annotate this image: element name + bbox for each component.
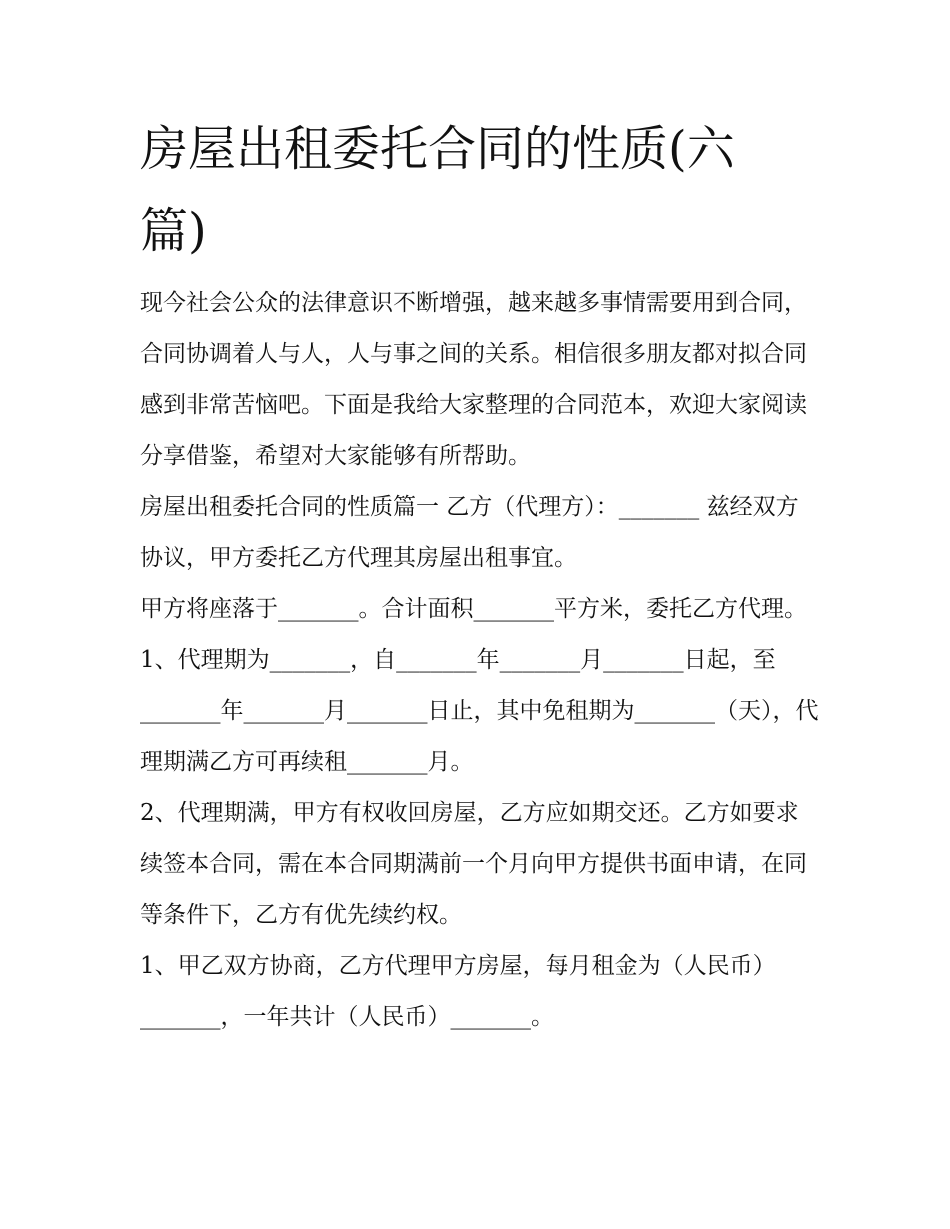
agency-period-clause: 1、代理期为_______，自_______年_______月_______日起，至_______年_______月_______日止，其中免租期为_______（天），代理期满乙方可再续租_______月。 <box>140 647 819 775</box>
rent-amount-clause: 1、甲乙双方协商，乙方代理甲方房屋，每月租金为（人民币）_______，一年共计（人民币）_______。 <box>140 953 776 1030</box>
contract-opening-paragraph: 房屋出租委托合同的性质篇一 乙方（代理方）：_______ 兹经双方协议，甲方委托乙方代理其房屋出租事宜。 <box>140 494 799 571</box>
document-body <box>140 278 820 1043</box>
title-line-1: 房屋出租委托合同的性质(六 <box>140 121 735 177</box>
agency-expiry-clause: 2、代理期满，甲方有权收回房屋，乙方应如期交还。乙方如要求续签本合同，需在本合同期满前一个月向甲方提供书面申请，在同等条件下，乙方有优先续约权。 <box>140 800 807 928</box>
intro-paragraph: 现今社会公众的法律意识不断增强，越来越多事情需要用到合同，合同协调着人与人，人与事之间的关系。相信很多朋友都对拟合同感到非常苦恼吧。下面是我给大家整理的合同范本，欢迎大家阅读分享借鉴，希望对大家能够有所帮助。 <box>140 290 807 469</box>
document-title <box>140 108 820 272</box>
property-location-paragraph: 甲方将座落于_______。合计面积_______平方米，委托乙方代理。 <box>140 596 807 622</box>
title-line-2: 篇) <box>140 203 207 259</box>
